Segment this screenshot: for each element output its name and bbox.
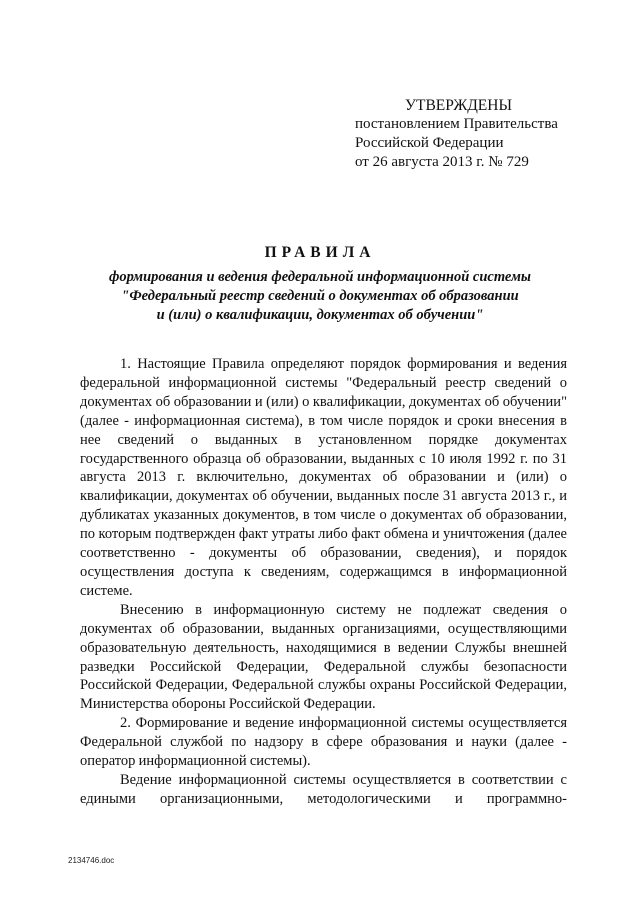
paragraph-4: Ведение информационной системы осуществляется в соответствии с едиными организационными, методологическими и программно- [80, 771, 567, 807]
document-title: ПРАВИЛА [264, 244, 376, 261]
approval-date-number: от 26 августа 2013 г. № 729 [355, 154, 529, 170]
paragraph-1: 1. Настоящие Правила определяют порядок формирования и ведения федеральной информационной системы "Федеральный реестр сведений о документах об образовании и (или) о квалификации, документах об обучении" (далее - информационная система), в том числе порядок и сроки внесения в нее сведений о выданных в установленном порядке документах государственного образца об образовании, выданных с 10 июля 1992 г. по 31 августа 2013 г. включительно, документах об образовании и (или) о квалификации, документах об обучении, выданных после 31 августа 2013 г., и дубликатах указанных документов, в том числе о документах об образовании, по которым подтвержден факт утраты либо факт обмена и уничтожения (далее соответственно - документы об образовании, сведения), и порядок осуществления доступа к сведениям, содержащимся в информационной системе. [80, 356, 567, 599]
paragraph-3: 2. Формирование и ведение информационной системы осуществляется Федеральной службой по надзору в сфере образования и науки (далее - оператор информационной системы). [80, 715, 567, 770]
approval-line-2: Российской Федерации [355, 135, 504, 151]
subtitle-line-1: формирования и ведения федеральной информационной системы [108, 269, 531, 285]
approval-heading: УТВЕРЖДЕНЫ [405, 97, 512, 114]
paragraph-2: Внесению в информационную систему не подлежат сведения о документах об образовании, выданных организациями, осуществляющими образовательную деятельность, находящимися в ведении Службы внешней разведки Российской Федерации, Федеральной службы безопасности Российской Федерации, Федеральной службы охраны Российской Федерации, Министерства обороны Российской Федерации. [80, 601, 567, 713]
file-name-footer: 2134746.doc [68, 856, 115, 865]
subtitle-line-2: "Федеральный реестр сведений о документах об образовании [121, 288, 519, 304]
document-body [80, 355, 567, 809]
approval-line-1: постановлением Правительства [355, 116, 558, 132]
document-subtitle [80, 268, 560, 325]
subtitle-line-3: и (или) о квалификации, документах об обучении" [156, 307, 484, 323]
approval-block [355, 96, 595, 172]
